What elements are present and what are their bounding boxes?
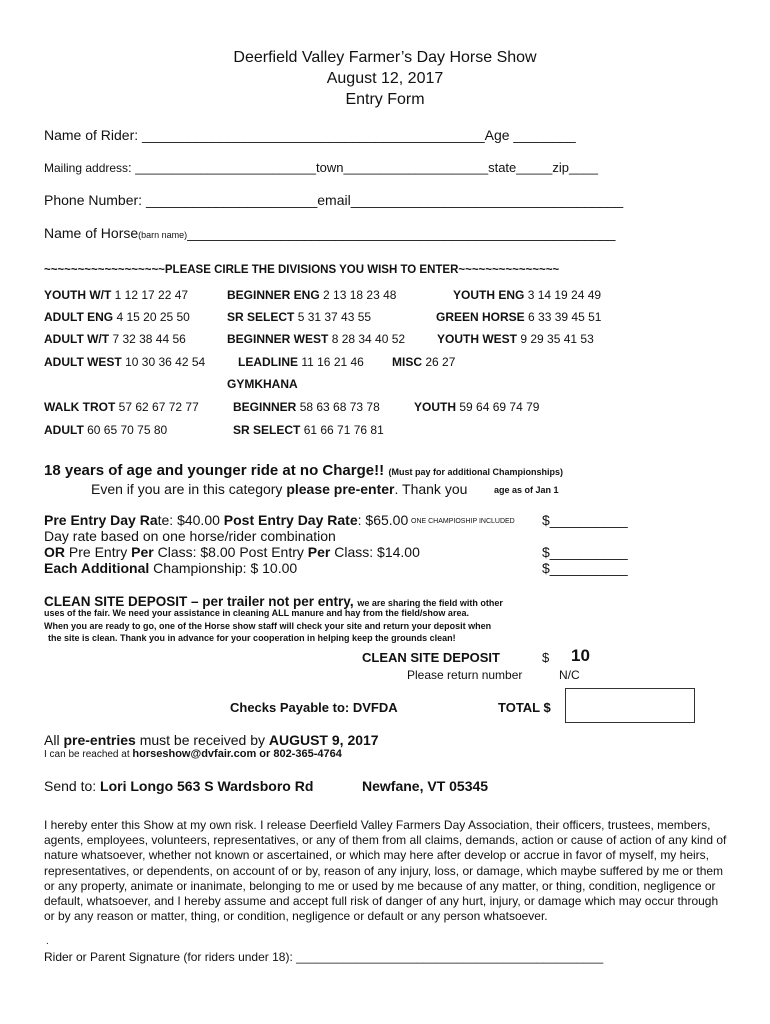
contact-line	[44, 748, 342, 760]
class-numbers: 60 65 70 75 80	[87, 423, 168, 437]
total-amount-box[interactable]	[565, 688, 695, 723]
championship-amount-field[interactable]: $__________	[542, 560, 628, 576]
day-rate-amount-field[interactable]: $__________	[542, 512, 628, 528]
division-adult-west[interactable]	[44, 355, 205, 369]
separator-dot: .	[46, 936, 49, 947]
division-gymkhana-sr-select[interactable]	[233, 423, 384, 437]
class-numbers: 3 14 19 24 49	[527, 288, 602, 302]
class-numbers: 9 29 35 41 53	[520, 332, 594, 346]
per-class-text: Pre Entry	[65, 544, 132, 560]
division-label: GREEN HORSE	[436, 310, 525, 324]
release-waiver: I hereby enter this Show at my own risk. I release Deerfield Valley Farmers Day Association, their officers, trustees, members, agents, employees, volunteers, representatives, or any of them from all claims, demands, action or cause of action of any kind of nature whatsoever, whether not known or ascertained, or which may here after develop or accrue in favor of myself, my heirs, representatives, or dependents, on account of or by, reason of any injury, loss, or damage, which maybe suffered by me or them or any property, animate or inanimate, belonging to me or used by me because of any matter, or thing, condition, negligence or default, whatsoever, and I hereby assume and accept full risk of danger of any hurt, injury, or damage which may occur through or by any reason or matter, thing, or condition, negligence or default or any person whatsoever.	[44, 818, 727, 924]
additional-championship-line	[44, 560, 297, 576]
deadline-line	[44, 732, 379, 748]
division-label: YOUTH	[414, 400, 456, 414]
day-rate-line	[44, 512, 408, 528]
class-numbers: 7 32 38 44 56	[112, 332, 186, 346]
pre-entry-value: : $40.00	[169, 512, 224, 528]
deposit-dollar-sign: $	[542, 650, 550, 665]
deposit-text-line: When you are ready to go, one of the Horse show staff will check your site and return your deposit when	[44, 621, 492, 631]
age-note: age as of Jan 1	[494, 485, 559, 495]
division-label: MISC	[392, 355, 422, 369]
division-walk-trot[interactable]	[44, 400, 199, 414]
class-numbers: 57 62 67 72 77	[118, 400, 199, 414]
division-green-horse[interactable]	[436, 310, 601, 324]
championship-included-note: ONE CHAMPIOSHIP INCLUDED	[411, 518, 515, 525]
gymkhana-heading: GYMKHANA	[227, 377, 298, 391]
mailing-address-blanks: : _________________________town____________________state_____zip____	[128, 160, 598, 175]
per-label: Per	[131, 544, 154, 560]
division-label: YOUTH WEST	[437, 332, 517, 346]
division-gymkhana-beginner[interactable]	[233, 400, 380, 414]
per-class-text: Class: $8.00 Post Entry	[153, 544, 308, 560]
pre-entry-label: Pre Entry Day Ra	[44, 512, 158, 528]
signature-field[interactable]: Rider or Parent Signature (for riders under 18): ______________________________________________	[44, 950, 604, 964]
deposit-label: CLEAN SITE DEPOSIT	[362, 650, 500, 665]
horse-name-field[interactable]	[44, 225, 615, 241]
deposit-note: we are sharing the field with other	[357, 598, 503, 608]
day-rate-note: Day rate based on one horse/rider combination	[44, 528, 336, 544]
division-label: ADULT W/T	[44, 332, 110, 346]
per-class-line	[44, 544, 420, 560]
per-class-text: Class: $14.00	[330, 544, 420, 560]
pre-enter-reminder	[91, 481, 467, 497]
per-label: Per	[307, 544, 331, 560]
pre-enter-emphasis: please pre-enter	[286, 481, 395, 497]
class-numbers: 6 33 39 45 51	[528, 310, 602, 324]
horse-name-label: Name of Horse	[44, 225, 139, 241]
deadline-text: All	[44, 732, 64, 748]
class-numbers: 2 13 18 23 48	[323, 288, 397, 302]
class-numbers: 5 31 37 43 55	[297, 310, 372, 324]
pre-enter-text: Even if you are in this category	[91, 481, 287, 497]
deposit-title: CLEAN SITE DEPOSIT – per trailer not per entry,	[44, 594, 358, 609]
show-date: August 12, 2017	[326, 70, 444, 87]
nc-note: N/C	[559, 668, 580, 682]
rider-name-field[interactable]: Name of Rider: ____________________________________________Age ________	[44, 127, 576, 143]
division-misc[interactable]	[392, 355, 455, 369]
contact-details: horseshow@dvfair.com or 802-365-4764	[132, 748, 342, 760]
mailing-address-field[interactable]	[44, 160, 598, 175]
each-additional-label: Each Additional	[44, 560, 150, 576]
division-label: YOUTH ENG	[453, 288, 525, 302]
send-to-line	[44, 778, 173, 794]
division-label: BEGINNER ENG	[227, 288, 320, 302]
form-subtitle: Entry Form	[345, 91, 425, 108]
post-entry-label: Post Entry Day Rate	[223, 512, 358, 528]
send-to-name: Lori Longo	[100, 778, 174, 794]
division-label: ADULT WEST	[44, 355, 122, 369]
class-numbers: 26 27	[425, 355, 456, 369]
return-number-note: Please return number	[407, 668, 523, 682]
youth-free-text: 18 years of age and younger ride at no Charge!!	[44, 462, 385, 479]
post-entry-value: : $65.00	[357, 512, 409, 528]
division-adult-eng[interactable]	[44, 310, 190, 324]
division-beginner-west[interactable]	[227, 332, 405, 346]
per-class-amount-field[interactable]: $__________	[542, 544, 628, 560]
division-beginner-eng[interactable]	[227, 288, 396, 302]
divisions-heading: ~~~~~~~~~~~~~~~~~~PLEASE CIRLE THE DIVISIONS YOU WISH TO ENTER~~~~~~~~~~~~~~~	[44, 264, 560, 276]
deposit-text-line: the site is clean. Thank you in advance for your cooperation in helping keep the grounds clean!	[48, 633, 456, 643]
division-youth-eng[interactable]	[453, 288, 601, 302]
deadline-date: AUGUST 9, 2017	[268, 732, 379, 748]
division-gymkhana-youth[interactable]	[414, 400, 539, 414]
division-label: YOUTH W/T	[44, 288, 112, 302]
youth-free-notice	[44, 462, 563, 480]
division-label: LEADLINE	[238, 355, 298, 369]
thank-you-text: . Thank you	[394, 481, 468, 497]
division-label: ADULT ENG	[44, 310, 114, 324]
division-label: BEGINNER	[233, 400, 297, 414]
division-sr-select[interactable]	[227, 310, 371, 324]
class-numbers: 11 16 21 46	[301, 355, 364, 369]
championship-note: (Must pay for additional Championships)	[388, 467, 564, 477]
mailing-address-label: Mailing address	[44, 161, 129, 175]
class-numbers: 61 66 71 76 81	[303, 423, 384, 437]
class-numbers: 58 63 68 73 78	[299, 400, 380, 414]
checks-payable: Checks Payable to: DVFDA	[230, 700, 398, 715]
barn-name-note: (barn name)	[138, 230, 188, 240]
division-adult-wt[interactable]	[44, 332, 186, 346]
class-numbers: 8 28 34 40 52	[331, 332, 406, 346]
or-label: OR	[44, 544, 65, 560]
horse-name-blanks: _______________________________________________________	[187, 225, 616, 241]
deadline-text: must be received by	[135, 732, 269, 748]
division-youth-wt[interactable]	[44, 288, 188, 302]
send-to-address: 563 S Wardsboro Rd	[177, 778, 314, 794]
pre-entry-label-end: te	[157, 512, 170, 528]
contact-text: I can be reached at	[44, 749, 133, 760]
division-label: WALK TROT	[44, 400, 116, 414]
class-numbers: 4 15 20 25 50	[116, 310, 190, 324]
division-label: SR SELECT	[227, 310, 295, 324]
division-label: SR SELECT	[233, 423, 301, 437]
pre-entries-emphasis: pre-entries	[63, 732, 136, 748]
division-gymkhana-adult[interactable]	[44, 423, 167, 437]
form-title: Deerfield Valley Farmer’s Day Horse Show	[233, 49, 537, 66]
deposit-text-line: uses of the fair. We need your assistance in cleaning ALL manure and hay from the field/show area.	[44, 608, 469, 618]
phone-email-field[interactable]: Phone Number: ______________________email___________________________________	[44, 192, 624, 208]
send-to-city: Newfane, VT 05345	[362, 778, 489, 794]
send-to-label: Send to:	[44, 778, 101, 794]
championship-fee-text: Championship: $ 10.00	[149, 560, 298, 576]
division-label: BEGINNER WEST	[227, 332, 329, 346]
class-numbers: 59 64 69 74 79	[459, 400, 540, 414]
class-numbers: 10 30 36 42 54	[125, 355, 206, 369]
division-label: ADULT	[44, 423, 84, 437]
deposit-amount: 10	[571, 646, 590, 665]
total-label: TOTAL $	[498, 700, 551, 715]
division-leadline[interactable]	[238, 355, 364, 369]
division-youth-west[interactable]	[437, 332, 594, 346]
class-numbers: 1 12 17 22 47	[114, 288, 189, 302]
